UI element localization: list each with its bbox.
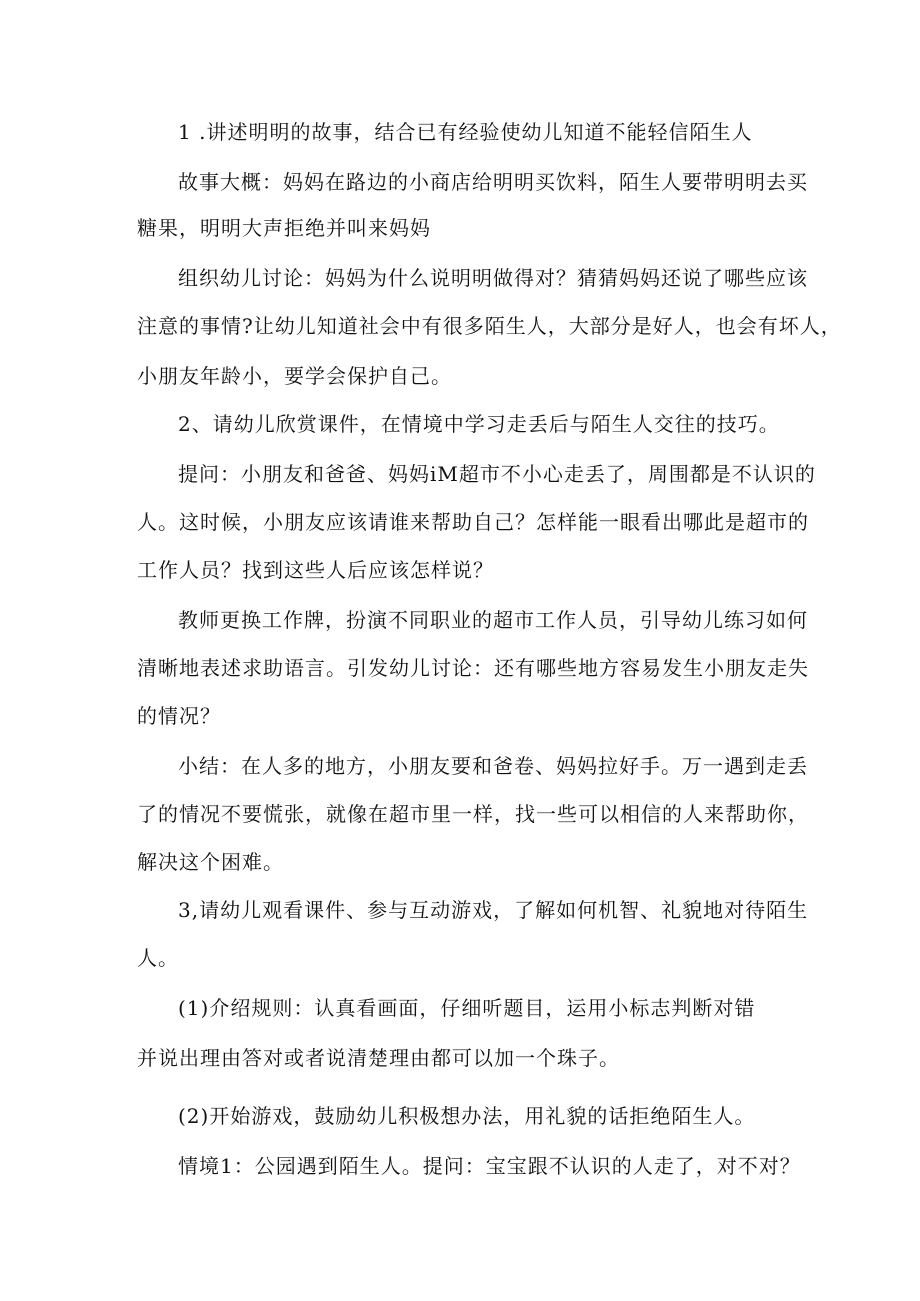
- text-line: 了的情况不要慌张，就像在超市里一样，找一些可以相信的人来帮助你，: [137, 802, 809, 826]
- text-line: 人。: [137, 946, 179, 970]
- text-line: 3,请幼儿观看课件、参与互动游戏，了解如何机智、礼貌地对待陌生: [178, 898, 809, 922]
- text-line: 组织幼儿讨论：妈妈为什么说明明做得对？猜猜妈妈还说了哪些应该: [178, 266, 808, 290]
- text-line: (2)开始游戏，鼓励幼儿积极想办法，用礼貌的话拒绝陌生人。: [178, 1104, 756, 1128]
- text-line: 糖果，明明大声拒绝并叫来妈妈: [137, 216, 431, 240]
- text-line: 小结：在人多的地方，小朋友要和爸卷、妈妈拉好手。万一遇到走丢: [178, 754, 808, 778]
- text-line: 故事大概：妈妈在路边的小商店给明明买饮料，陌生人要带明明去买: [178, 170, 808, 194]
- text-line: 并说出理由答对或者说清楚理由都可以加一个珠子。: [137, 1046, 620, 1070]
- text-line: 小朋友年龄小，要学会保护自己。: [137, 364, 452, 388]
- text-line: (1)介绍规则：认真看画面，仔细听题目，运用小标志判断对错: [178, 996, 756, 1020]
- text-line: 清晰地表述求助语言。引发幼儿讨论：还有哪些地方容易发生小朋友走失: [137, 656, 809, 680]
- text-line: 工作人员？找到这些人后应该怎样说？: [137, 558, 494, 582]
- text-line: 的情况？: [137, 704, 221, 728]
- text-line: 2、请幼儿欣赏课件，在情境中学习走丢后与陌生人交往的技巧。: [178, 412, 780, 436]
- text-line: 1 .讲述明明的故事，结合已有经验使幼儿知道不能轻信陌生人: [178, 120, 753, 144]
- text-line: 情境1：公园遇到陌生人。提问：宝宝跟不认识的人走了，对不对？: [178, 1154, 801, 1178]
- text-line: 教师更换工作牌，扮演不同职业的超市工作人员，引导幼儿练习如何: [178, 608, 808, 632]
- text-line: 人。这时候，小朋友应该请谁来帮助自己？怎样能一眼看出哪此是超市的: [137, 510, 809, 534]
- text-line: 注意的事情?让幼儿知道社会中有很多陌生人，大部分是好人，也会有坏人，: [137, 314, 842, 338]
- text-line: 提问：小朋友和爸爸、妈妈iM超市不小心走丢了，周围都是不认识的: [178, 462, 816, 486]
- text-line: 解决这个困难。: [137, 850, 284, 874]
